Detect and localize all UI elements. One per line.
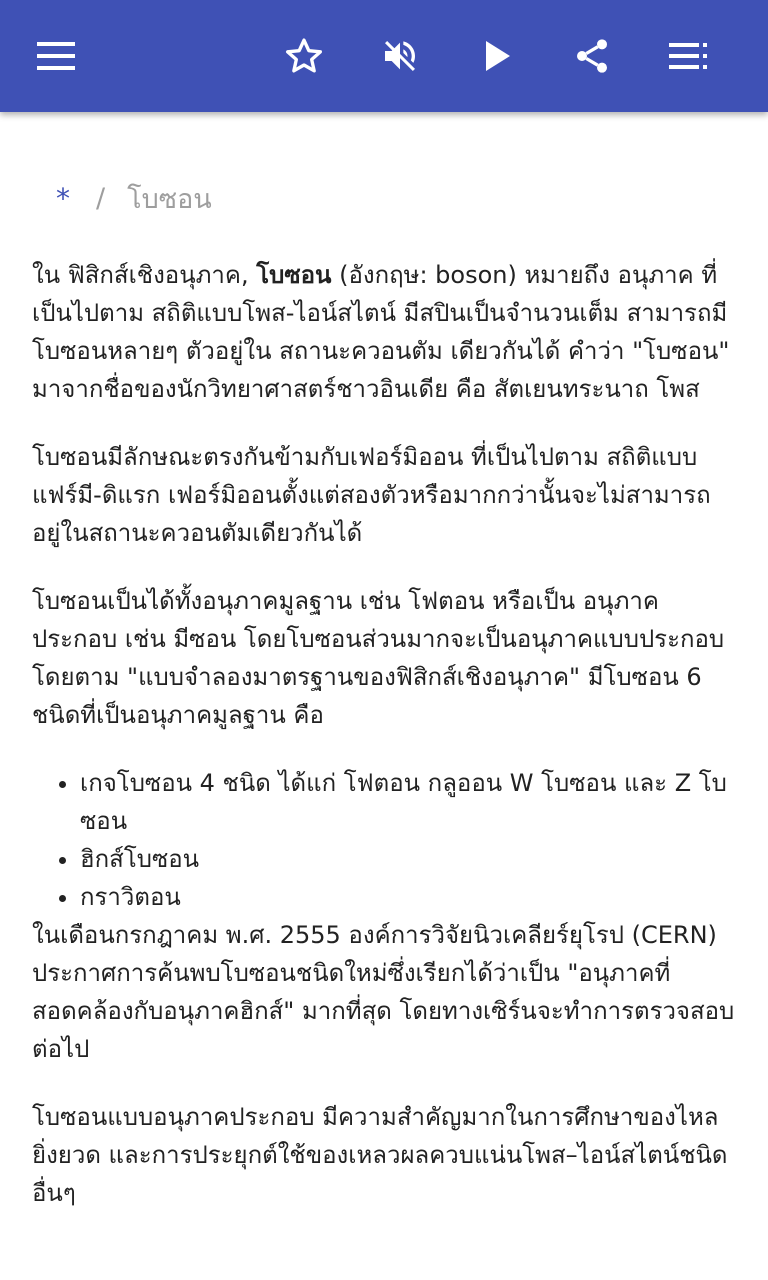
- breadcrumb-separator: /: [96, 182, 106, 214]
- hamburger-menu-icon: [37, 42, 75, 70]
- article-paragraph: โบซอนแบบอนุภาคประกอบ มีความสำคัญมากในการศึกษาของไหลยิ่งยวด และการประยุกต์ใช้ของเหลวผลควบแน่นโพส–ไอน์สไตน์ชนิดอื่นๆ: [32, 1103, 728, 1207]
- breadcrumb-root-link[interactable]: *: [56, 181, 70, 215]
- mute-button[interactable]: [368, 24, 432, 88]
- volume-off-icon: [380, 36, 420, 76]
- play-icon: [484, 40, 512, 72]
- article-content: [32, 172, 736, 1212]
- list-item: • เกจโบซอน 4 ชนิด ได้แก่ โฟตอน กลูออน W โบซอน และ Z โบซอน: [80, 764, 736, 840]
- star-outline-icon: [284, 36, 324, 76]
- article-text: (อังกฤษ: boson) หมายถึง อนุภาค ที่เป็นไปตาม สถิติแบบโพส-ไอน์สไตน์ มีสปินเป็นจำนวนเต็ม สามารถมีโบซอนหลายๆ ตัวอยู่ใน สถานะควอนตัม เดียวกันได้ คำว่า "โบซอน" มาจากชื่อของนักวิทยาศาสตร์ชาวอินเดีย คือ สัตเยนทระนาถ โพส: [32, 261, 730, 403]
- article-term: โบซอน: [256, 261, 332, 289]
- play-button[interactable]: [466, 24, 530, 88]
- share-icon: [572, 36, 612, 76]
- share-button[interactable]: [560, 24, 624, 88]
- breadcrumb-current: โบซอน: [127, 183, 212, 215]
- article-text: ใน ฟิสิกส์เชิงอนุภาค,: [32, 261, 257, 289]
- elementary-boson-list: [32, 764, 736, 916]
- menu-button[interactable]: [24, 24, 88, 88]
- article-paragraph: ในเดือนกรกฎาคม พ.ศ. 2555 องค์การวิจัยนิวเคลียร์ยุโรป (CERN) ประกาศการค้นพบโบซอนชนิดใหม่ซึ่งเรียกได้ว่าเป็น "อนุภาคที่สอดคล้องกับอนุภาคฮิกส์" มากที่สุด โดยทางเซิร์นจะทำการตรวจสอบต่อไป: [32, 921, 735, 1063]
- article-paragraph: โบซอนมีลักษณะตรงกันข้ามกับเฟอร์มิออน ที่เป็นไปตาม สถิติแบบแฟร์มี-ดิแรก เฟอร์มิออนตั้งแต่สองตัวหรือมากกว่านั้นจะไม่สามารถอยู่ในสถานะควอนตัมเดียวกันได้: [32, 443, 711, 547]
- list-item: • กราวิตอน: [80, 878, 736, 916]
- app-toolbar: [0, 0, 768, 112]
- table-of-contents-button[interactable]: [656, 24, 720, 88]
- breadcrumb: [32, 172, 736, 224]
- bookmark-button[interactable]: [272, 24, 336, 88]
- list-item: • ฮิกส์โบซอน: [80, 840, 736, 878]
- article-paragraph: โบซอนเป็นได้ทั้งอนุภาคมูลฐาน เช่น โฟตอน หรือเป็น อนุภาคประกอบ เช่น มีซอน โดยโบซอนส่วนมากจะเป็นอนุภาคแบบประกอบ โดยตาม "แบบจำลองมาตรฐานของฟิสิกส์เชิงอนุภาค" มีโบซอน 6 ชนิดที่เป็นอนุภาคมูลฐาน คือ: [32, 587, 725, 729]
- table-of-contents-icon: [669, 43, 707, 69]
- article-paragraph: [32, 256, 736, 408]
